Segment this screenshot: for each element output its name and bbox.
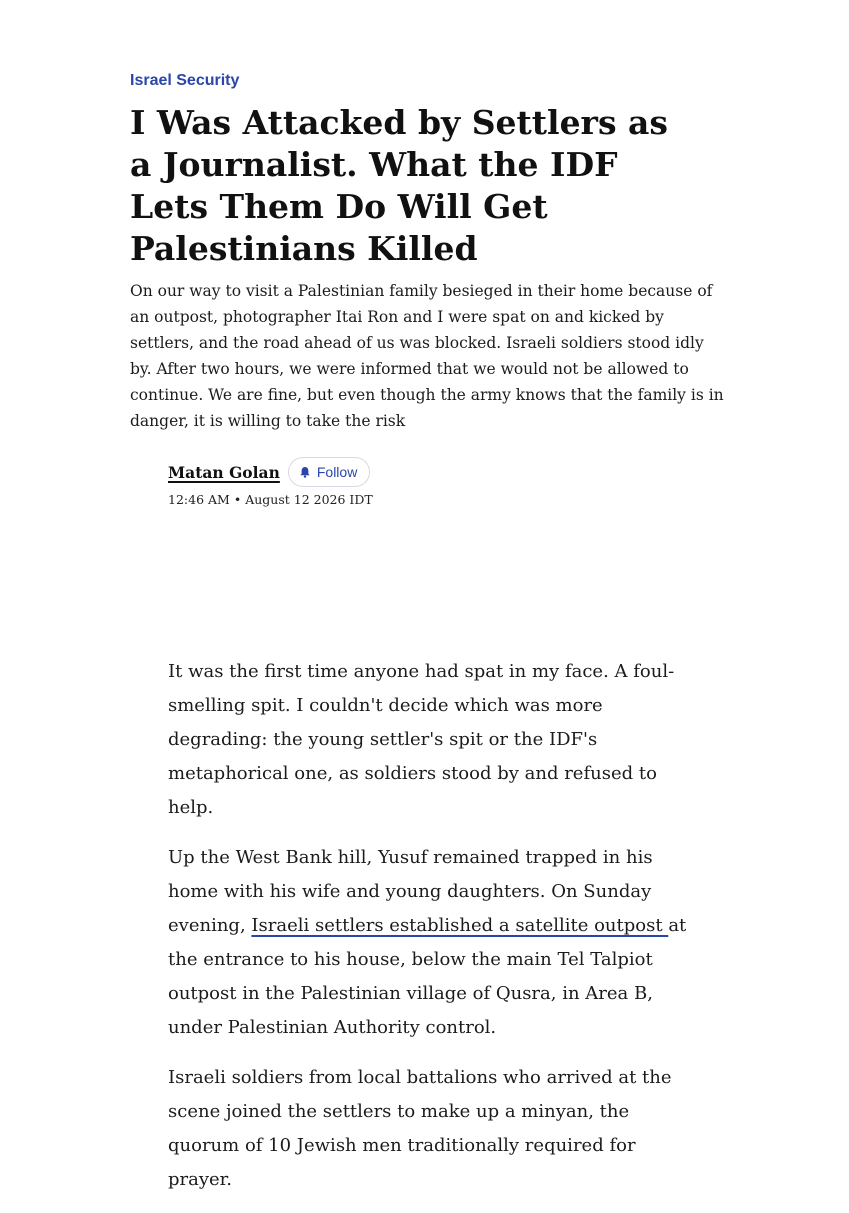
publish-time: 12:46 AM [168,492,230,507]
publish-date: August 12 2026 IDT [245,492,373,507]
paragraph-3: Israeli soldiers from local battalions who arrived at the scene joined the settlers to make up a minyan, the quorum of 10 Jewish men traditionally required for prayer. [168,1067,672,1190]
follow-button[interactable] [288,457,370,487]
paragraph-2-text-a: Up the West Bank hill, Yusuf remained trapped in his home with his wife and young daughters. On Sunday evening, [168,847,653,936]
follow-label: Follow [316,464,358,480]
paragraph-1: It was the first time anyone had spat in my face. A foul-smelling spit. I couldn't decide which was more degrading: the young settler's spit or the IDF's metaphorical one, as soldiers stood by and refused to help. [168,661,675,818]
subtitle: On our way to visit a Palestinian family besieged in their home because of an outpost, photographer Itai Ron and I were spat on and kicked by settlers, and the road ahead of us was blocked. Israeli soldiers stood idly by. After two hours, we were informed that we would not be allowed to continue. We are fine, but even though the army knows that the family is in danger, it is willing to take the risk [130,282,724,430]
outpost-article-link[interactable]: Israeli settlers established a satellite outpost [251,915,669,936]
byline [168,456,568,507]
author-link[interactable]: Matan Golan [168,462,280,482]
article-header [130,68,730,434]
date-separator: • [233,492,242,507]
section-link[interactable]: Israel Security [130,72,240,89]
bell-icon [299,466,311,478]
article-body [168,655,688,1213]
byline-row [168,456,568,488]
paragraph-2 [168,841,688,1045]
headline: I Was Attacked by Settlers as a Journalist. What the IDF Lets Them Do Will Get Palestinians Killed [130,103,668,268]
paragraph-2-text-b: at the entrance to his house, below the main Tel Talpiot outpost in the Palestinian village of Qusra, in Area B, under Palestinian Authority control. [168,915,687,1038]
dateline [168,492,568,507]
